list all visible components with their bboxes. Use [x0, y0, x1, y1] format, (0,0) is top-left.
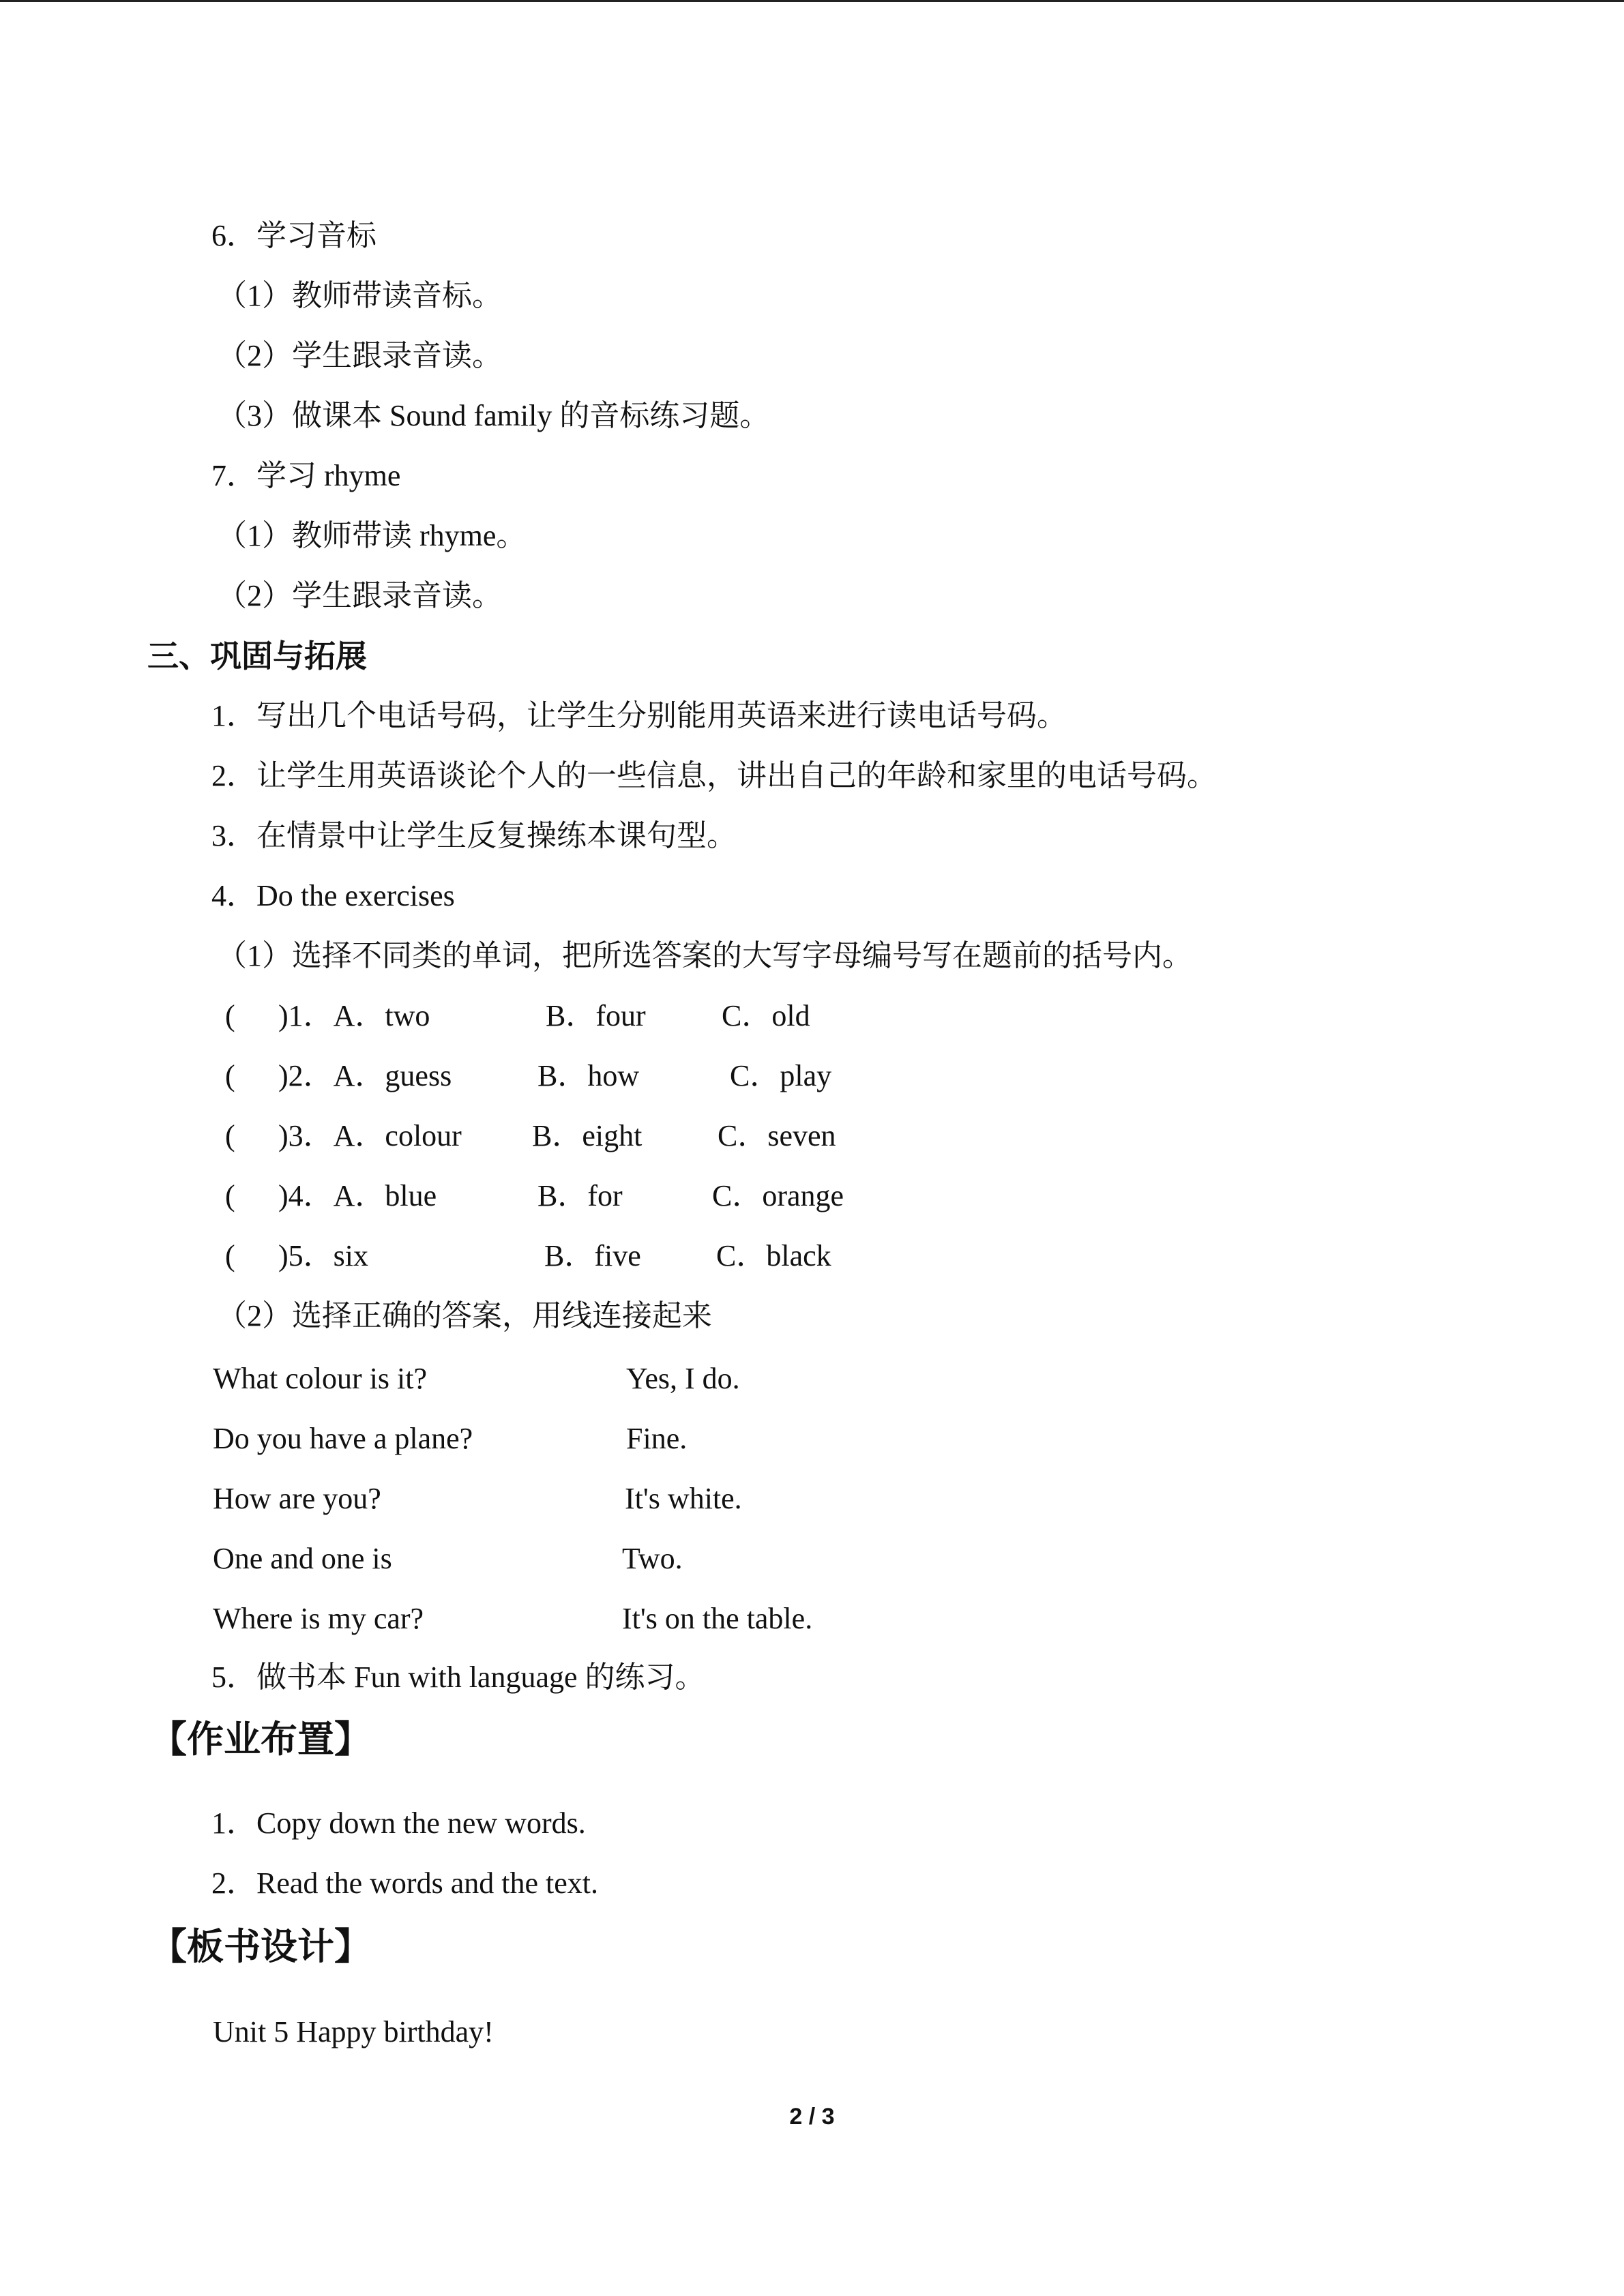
section6-item-3: （3）做课本 Sound family 的音标练习题。	[217, 399, 770, 432]
exercise2-instruction: （2）选择正确的答案，用线连接起来	[217, 1299, 712, 1332]
question-2-option-b: B．how	[537, 1059, 640, 1092]
match-left-3: How are you?	[213, 1482, 381, 1515]
part3-item-2: 2．让学生用英语谈论个人的一些信息，讲出自己的年龄和家里的电话号码。	[211, 759, 1217, 792]
match-right-1: Yes, I do.	[626, 1362, 740, 1395]
part3-item-3: 3．在情景中让学生反复操练本课句型。	[211, 819, 737, 852]
top-border	[0, 0, 1624, 2]
section7-title: 7．学习 rhyme	[211, 459, 401, 492]
question-4: )4．A．blue	[278, 1179, 437, 1212]
question-1-option-c: C．old	[722, 999, 810, 1032]
part3-heading: 三、巩固与拓展	[147, 638, 367, 674]
match-left-5: Where is my car?	[213, 1602, 424, 1635]
question-1: )1．A．two	[278, 999, 430, 1032]
homework-heading: 【作业布置】	[150, 1718, 371, 1761]
board-heading: 【板书设计】	[150, 1925, 371, 1968]
question-4-option-c: C．orange	[712, 1179, 844, 1212]
answer-bracket: (	[225, 1179, 235, 1212]
answer-bracket: (	[225, 999, 235, 1032]
answer-bracket: (	[225, 1059, 235, 1092]
part3-item-4: 4．Do the exercises	[211, 879, 455, 912]
match-right-2: Fine.	[626, 1422, 688, 1455]
match-left-2: Do you have a plane?	[213, 1422, 473, 1455]
answer-bracket: (	[225, 1239, 235, 1272]
question-2-option-c: C．play	[730, 1059, 832, 1092]
part3-item-1: 1．写出几个电话号码，让学生分别能用英语来进行读电话号码。	[211, 699, 1067, 732]
question-4-option-b: B．for	[537, 1179, 623, 1212]
match-right-5: It's on the table.	[622, 1602, 813, 1635]
answer-bracket: (	[225, 1119, 235, 1152]
homework-item-1: 1．Copy down the new words.	[211, 1806, 586, 1840]
match-right-3: It's white.	[625, 1482, 742, 1515]
match-left-1: What colour is it?	[213, 1362, 428, 1395]
question-5: )5．six	[278, 1239, 368, 1272]
question-5-option-c: C．black	[716, 1239, 831, 1272]
page-number: 2 / 3	[789, 2104, 835, 2130]
question-3-option-c: C．seven	[718, 1119, 836, 1152]
section7-item-1: （1）教师带读 rhyme。	[217, 519, 527, 552]
section6-title: 6．学习音标	[211, 219, 377, 252]
question-5-option-b: B．five	[544, 1239, 641, 1272]
question-3-option-b: B．eight	[532, 1119, 643, 1152]
question-2: )2．A．guess	[278, 1059, 452, 1092]
match-left-4: One and one is	[213, 1542, 392, 1575]
board-line: Unit 5 Happy birthday!	[213, 2015, 494, 2048]
homework-item-2: 2．Read the words and the text.	[211, 1866, 598, 1900]
section6-item-1: （1）教师带读音标。	[217, 279, 502, 312]
question-3: )3．A．colour	[278, 1119, 462, 1152]
part3-item-5: 5．做书本 Fun with language 的练习。	[211, 1660, 705, 1694]
section6-item-2: （2）学生跟录音读。	[217, 339, 502, 372]
match-right-4: Two.	[622, 1542, 683, 1575]
exercise1-instruction: （1）选择不同类的单词，把所选答案的大写字母编号写在题前的括号内。	[217, 939, 1192, 972]
question-1-option-b: B．four	[546, 999, 646, 1032]
section7-item-2: （2）学生跟录音读。	[217, 579, 502, 612]
